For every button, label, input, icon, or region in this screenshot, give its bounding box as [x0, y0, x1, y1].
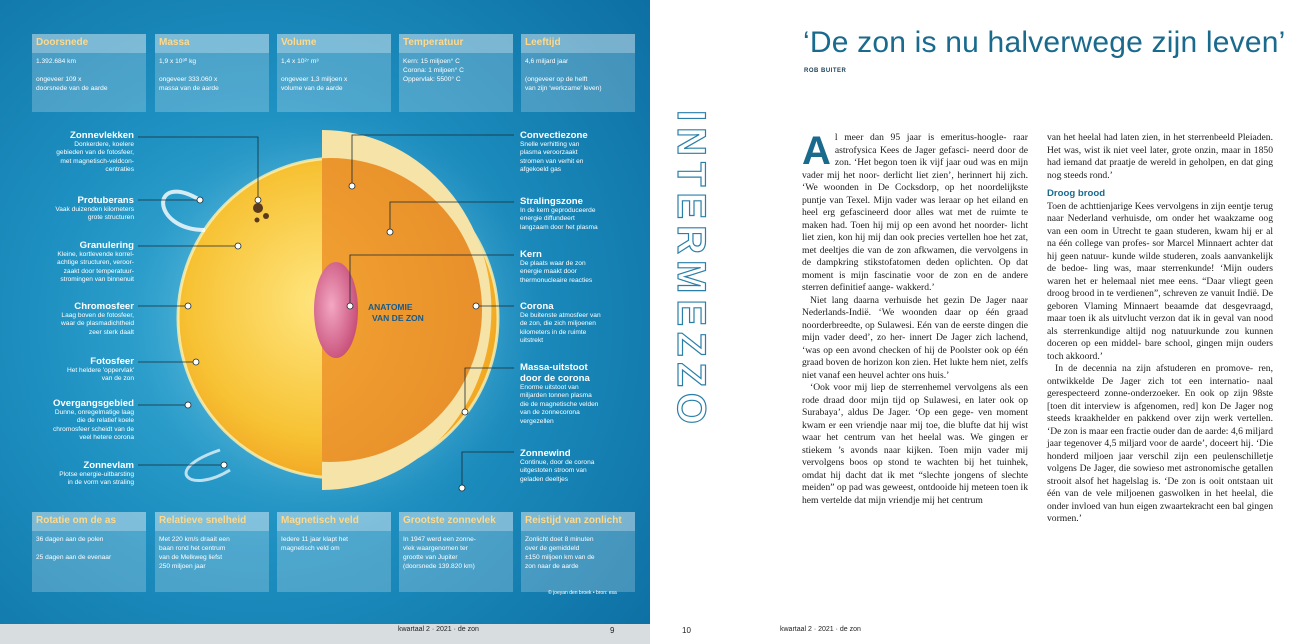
- fact-box-snelheid: [155, 512, 269, 592]
- sunspot: [263, 213, 269, 219]
- label-desc: Dunne, onregelmatige laag die de relatief koele chromosfeer scheidt van de veel hetere corona: [53, 409, 134, 442]
- fact-body: 1,9 x 10³⁰ kg ongeveer 333.060 x massa van de aarde: [159, 58, 219, 92]
- leader-dot: [473, 303, 479, 309]
- article-paragraph: van het heelal had laten zien, in het sterrenbeeld Pleiaden. Het was, wist ik niet veel later, grote onzin, maar in 1850 had iemand dat praatje de wereld in geholpen, en dat ging nog steeds rond.’: [1047, 132, 1273, 181]
- label-desc: Continue, door de corona uitgestoten stroom van geladen deeltjes: [520, 459, 595, 483]
- label-title: Protuberans: [77, 195, 134, 206]
- leader-dot: [197, 197, 203, 203]
- leader-dot: [459, 485, 465, 491]
- leader-dot: [387, 229, 393, 235]
- label-desc: Plotse energie-uitbarsting in de vorm van straling: [59, 471, 134, 487]
- label-fotosfeer: [20, 356, 134, 384]
- label-convectiezone: [520, 130, 638, 175]
- leader-dot: [347, 303, 353, 309]
- left-page-footer: [0, 624, 650, 644]
- label-title: Fotosfeer: [90, 356, 134, 367]
- fact-box-rotatie: [32, 512, 146, 592]
- label-desc: De plaats waar de zon energie maakt door thermonucleaire reacties: [520, 260, 593, 284]
- fact-title: Reistijd van zonlicht: [521, 512, 635, 531]
- fact-title: Magnetisch veld: [277, 512, 391, 531]
- label-chromosfeer: [20, 301, 134, 337]
- label-corona: [520, 301, 638, 346]
- article-paragraph: In de decennia na zijn afstuderen en promove- ren, ontwikkelde De Jager zich tot een internatio- naal gerespecteerd zonne-onderzoeker. En ook op zijn 98ste [toen dit interview is afgenomen, red] kon De Jager nog steeds kraakhelder en pakkend over zijn werk vertellen. ‘De zon is maar een fractie ouder dan de aarde: 4,6 miljard jaar tegenover 4,5 miljard voor de aarde’, doceert hij. ‘Die honderd miljoen jaar verschil zijn een peulenschilletje volgens De Jager, die sowieso met astronomische getallen strooit alsof het hagelslag is. ‘De zon is ooit ontstaan uit één van de vele miljoenen gaswolken in het heelal, die onder invloed van hun eigen zwaartekracht een bal gingen vormen.’: [1047, 363, 1273, 524]
- leader-dot: [185, 303, 191, 309]
- fact-title: Doorsnede: [32, 34, 146, 53]
- image-credit: © joeyan den broek • bron: esa: [548, 590, 617, 596]
- leader-dot: [255, 197, 261, 203]
- article-paragraph: [802, 129, 1028, 295]
- label-desc: Donkerdere, koelere gebieden van de fotosfeer, met magnetisch-veldcon- centraties: [56, 141, 134, 174]
- label-massa-uitstoot: [520, 362, 638, 426]
- fact-body: Kern: 15 miljoen° C Corona: 1 miljoen° C Oppervlak: 5500° C: [403, 58, 464, 83]
- center-label-line-2: VAN DE ZON: [372, 313, 424, 323]
- label-granulering: [20, 240, 134, 285]
- fact-body: 1,4 x 10²⁷ m³ ongeveer 1,3 miljoen x volume van de aarde: [281, 58, 348, 92]
- fact-box-temperatuur: [399, 34, 513, 112]
- label-title: Chromosfeer: [74, 301, 134, 312]
- fact-body: Met 220 km/s draait een baan rond het centrum van de Melkweg liefst 250 miljoen jaar: [159, 536, 230, 570]
- label-title: Zonnevlam: [83, 460, 134, 471]
- label-title: Stralingszone: [520, 196, 583, 207]
- article-paragraph: ‘Ook voor mij liep de sterrenhemel vervolgens als een rode draad door mijn tijd op Sulawesi, en later ook op Surabaya’, aldus De Jager. ‘Op een gege- ven moment kwam er een vriendje naar mij toe, die blufte dat hij wist waar het centrum van het heelal was. We gingen er stiekem ’s avonds naar kijken. Toen mijn vader mij vervolgens boos op stond te wachten bij het tuinhek, omdat hij dacht dat ik met “slechte jongens of slechte meiden” op pad was geweest, ontdooide hij meteen toen ik hem vertelde dat mijn vriendje mij het centrum: [802, 382, 1028, 506]
- right-page-footer: [650, 624, 1306, 644]
- fact-box-reistijd: [521, 512, 635, 592]
- label-title: Convectiezone: [520, 130, 588, 141]
- label-zonnewind: [520, 448, 638, 484]
- label-zonnevlam: [20, 460, 134, 488]
- article-page: [650, 0, 1306, 644]
- sunspot: [253, 203, 263, 213]
- label-title: Zonnevlekken: [70, 130, 134, 141]
- fact-box-volume: [277, 34, 391, 112]
- label-desc: Snelle verhitting van plasma veroorzaakt stromen van verhit en afgekoeld gas: [520, 141, 584, 174]
- leader-dot: [193, 359, 199, 365]
- label-overgangsgebied: [20, 398, 134, 443]
- label-kern: [520, 249, 638, 285]
- label-desc: Het heldere 'oppervlak' van de zon: [66, 367, 134, 383]
- label-title: Granulering: [79, 240, 134, 251]
- label-protuberans: [20, 195, 134, 223]
- fact-box-doorsnede: [32, 34, 146, 112]
- section-label-intermezzo: [668, 110, 718, 510]
- label-title: Kern: [520, 249, 542, 260]
- label-title: Massa-uitstoot door de corona: [520, 362, 590, 384]
- section-label-text: INTERMEZZO: [669, 110, 713, 430]
- fact-title: Rotatie om de as: [32, 512, 146, 531]
- fact-title: Temperatuur: [399, 34, 513, 53]
- label-desc: Kleine, kortlevende korrel- achtige structuren, veroor- zaakt door temperatuur- stromingen van binnenuit: [57, 251, 134, 284]
- article-subheading: Droog brood: [1047, 188, 1106, 199]
- label-stralingszone: [520, 196, 638, 232]
- label-title: Overgangsgebied: [52, 398, 134, 409]
- sunspot: [255, 218, 260, 223]
- infographic-page: [0, 0, 650, 644]
- label-desc: In de kern geproduceerde energie diffundeert langzaam door het plasma: [520, 207, 598, 231]
- label-zonnevlekken: [20, 130, 134, 175]
- article-column-1: [802, 129, 1028, 507]
- fact-body: 4,6 miljard jaar (ongeveer op de helft van zijn 'werkzame' leven): [525, 58, 602, 92]
- article-column-2: [1047, 132, 1273, 526]
- label-title: Zonnewind: [520, 448, 571, 459]
- fact-body: Iedere 11 jaar klapt het magnetisch veld om: [281, 536, 348, 552]
- article-title: ‘De zon is nu halverwege zijn leven’: [803, 26, 1286, 59]
- page-number: 9: [610, 626, 615, 635]
- fact-box-massa: [155, 34, 269, 112]
- leader-dot: [221, 462, 227, 468]
- fact-body: Zonlicht doet 8 minuten over de gemiddeld ±150 miljoen km van de zon naar de aarde: [525, 536, 595, 570]
- fact-title: Massa: [155, 34, 269, 53]
- label-desc: Laag boven de fotosfeer, waar de plasmadichtheid zeer sterk daalt: [61, 312, 134, 336]
- leader-dot: [235, 243, 241, 249]
- article-author: ROB BUITER: [804, 68, 847, 74]
- article-paragraph: Toen de achttienjarige Kees vervolgens in zijn eentje terug naar Nederland verhuisde, om onder het waakzame oog van een oom in Utrecht te gaan studeren, kwam hij er al na één college van profes- sor Marcel Minnaert achter dat hij geen natuur- kunde wilde studeren, zoals aanvankelijk de bedoe- ling was, maar sterrenkunde! ‘Mijn ouders waren het er helemaal niet mee eens. “Daar vliegt geen droog brood in te verdienen”, schreven ze vanuit Indië. De geboren Vlaming Minnaert beaamde dat desgevraagd, maar toen ik als uitvlucht verzon dat ik in geval van nood als sterrenkundige altijd nog natuurkunde zou kunnen doceren op een middel- bare school, gingen mijn ouders toch akkoord.’: [1047, 200, 1273, 362]
- paragraph-text: l meer dan 95 jaar is emeritus-hoogle- raar astrofysica Kees de Jager gefasci- neerd door de zon. ‘Het begon toen ik vijf jaar oud was en mijn vader mij het noor- derlicht liet zien’, herinnert hij zich. ‘We woonden in De Cocksdorp, op het noordelijkste puntje van Texel. Mijn vader was leraar op het eiland en heel erg gefascineerd door alles wat met de ruimte te maken had. Toen hij mij op een avond het noorder- licht liet zien, kon hij mij dan ook precies vertellen hoe het zat, met deeltjes die van de zon afkwamen, die vervolgens in de dampkring stikstofatomen deden oplichten. Op dat moment is mijn fascinatie voor de zon en de andere sterren definitief aange- wakkerd.’: [802, 132, 1028, 293]
- leader-dot: [349, 183, 355, 189]
- footer-magazine: kwartaal 2 · 2021 · de zon: [780, 626, 861, 633]
- fact-body: 36 dagen aan de polen 25 dagen aan de evenaar: [36, 536, 112, 561]
- label-desc: Vaak duizenden kilometers grote structuren: [55, 206, 134, 222]
- fact-box-magnetisch: [277, 512, 391, 592]
- sun-core: [314, 262, 358, 358]
- article-paragraph: Niet lang daarna verhuisde het gezin De Jager naar Nederlands-Indië. ‘We woonden daar op één graad noorderbreedte, op Sulawesi. Eén van de eerste dingen die mijn vader deed’, zo her- innert De Jager zich lachend, ‘was op een avond checken of hij de Poolster ook op één graad boven de horizon kon zien. Het lukte hem niet, zelfs niet vanaf een heuvel achter ons huis.’: [802, 294, 1028, 381]
- fact-body: 1.392.684 km ongeveer 109 x doorsnede van de aarde: [36, 58, 108, 92]
- center-label-line-1: ANATOMIE: [368, 302, 413, 312]
- fact-box-leeftijd: [521, 34, 635, 112]
- drop-cap: A: [802, 129, 831, 173]
- fact-title: Grootste zonnevlek: [399, 512, 513, 531]
- fact-title: Volume: [277, 34, 391, 53]
- fact-title: Leeftijd: [521, 34, 635, 53]
- page-number: 10: [682, 626, 691, 635]
- label-title: Corona: [520, 301, 554, 312]
- leader-dot: [462, 409, 468, 415]
- footer-magazine: kwartaal 2 · 2021 · de zon: [398, 626, 479, 633]
- label-desc: De buitenste atmosfeer van de zon, die zich miljoenen kilometers in de ruimte uitstrekt: [520, 312, 601, 345]
- fact-body: In 1947 werd een zonne- vlek waargenomen ter grootte van Jupiter (doorsnede 139.820 km): [403, 536, 476, 570]
- fact-box-zonnevlek: [399, 512, 513, 592]
- fact-title: Relatieve snelheid: [155, 512, 269, 531]
- label-desc: Enorme uitstoot van miljarden tonnen plasma die de magnetische velden van de zonnecorona vergezellen: [520, 384, 599, 425]
- leader-dot: [185, 402, 191, 408]
